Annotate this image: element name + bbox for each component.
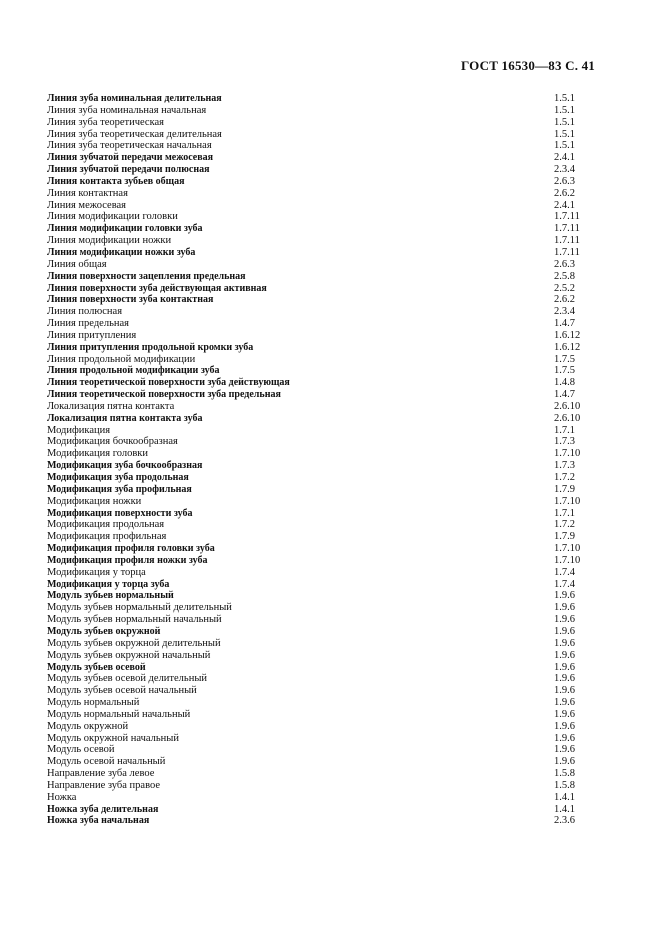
index-entry <box>47 614 587 626</box>
entry-reference: 1.9.6 <box>554 673 575 685</box>
index-entry <box>47 448 587 460</box>
entry-term: Линия теоретической поверхности зуба предельная <box>47 389 281 401</box>
index-entry <box>47 804 587 816</box>
entry-reference: 1.9.6 <box>554 732 575 744</box>
entry-reference: 2.3.4 <box>554 306 575 318</box>
index-entry <box>47 342 587 354</box>
entry-reference: 2.3.6 <box>554 815 575 827</box>
entry-term: Модуль зубьев окружной начальный <box>47 649 211 661</box>
entry-reference: 2.6.2 <box>554 187 575 199</box>
entry-reference: 1.9.6 <box>554 590 575 602</box>
entry-reference: 1.7.2 <box>554 472 575 483</box>
index-entry <box>47 389 587 401</box>
entry-term: Модификация профильная <box>47 531 167 543</box>
entry-term: Модификация поверхности зуба <box>47 507 193 519</box>
entry-term: Линия межосевая <box>47 199 127 211</box>
index-entry <box>47 188 587 200</box>
index-entry <box>47 531 587 543</box>
entry-reference: 1.9.6 <box>554 661 575 673</box>
entry-term: Линия зуба номинальная начальная <box>47 104 207 116</box>
entry-term: Линия контактная <box>47 187 128 199</box>
entry-reference: 1.9.6 <box>554 602 575 614</box>
entry-term: Модуль осевой начальный <box>47 756 166 768</box>
index-entry <box>47 259 587 271</box>
index-entry <box>47 401 587 413</box>
entry-reference: 1.9.6 <box>554 637 575 649</box>
index-entry <box>47 650 587 662</box>
entry-term: Линия предельная <box>47 318 129 330</box>
entry-reference: 1.5.1 <box>554 93 575 104</box>
entry-reference: 1.7.9 <box>554 483 575 495</box>
entry-term: Модуль окружной начальный <box>47 732 179 744</box>
entry-reference: 2.6.2 <box>554 294 575 306</box>
entry-reference: 1.7.10 <box>554 543 581 555</box>
index-entry <box>47 129 587 141</box>
entry-reference: 1.7.1 <box>554 507 575 519</box>
entry-reference: 1.7.10 <box>554 554 581 566</box>
index-entry <box>47 117 587 129</box>
entry-term: Модификация зуба профильная <box>47 483 192 495</box>
entry-reference: 1.9.6 <box>554 697 575 709</box>
index-entry <box>47 579 587 591</box>
entry-reference: 2.4.1 <box>554 152 575 164</box>
index-entry <box>47 140 587 152</box>
index-entry <box>47 223 587 235</box>
entry-reference: 2.5.8 <box>554 270 575 282</box>
entry-reference: 1.7.3 <box>554 436 575 448</box>
index-entry <box>47 780 587 792</box>
entry-term: Линия модификации головки <box>47 211 178 223</box>
entry-term: Линия зуба теоретическая делительная <box>47 128 222 140</box>
entry-term: Линия притупления продольной кромки зуба <box>47 341 254 353</box>
index-entry <box>47 673 587 685</box>
index-entry <box>47 271 587 283</box>
index-entry <box>47 626 587 638</box>
index-entry <box>47 697 587 709</box>
index-entry <box>47 567 587 579</box>
index-entry <box>47 93 587 105</box>
entry-term: Модуль зубьев окружной делительный <box>47 637 221 649</box>
index-entry <box>47 555 587 567</box>
entry-reference: 1.9.6 <box>554 614 575 626</box>
entry-reference: 1.9.6 <box>554 720 575 732</box>
entry-term: Линия продольной модификации зуба <box>47 365 220 377</box>
entry-term: Линия зуба теоретическая <box>47 116 165 128</box>
entry-term: Ножка <box>47 791 77 803</box>
index-entry <box>47 768 587 780</box>
entry-term: Линия зуба теоретическая начальная <box>47 140 212 152</box>
entry-term: Модификация головки <box>47 448 149 460</box>
entry-reference: 1.9.6 <box>554 756 575 768</box>
entry-term: Линия общая <box>47 258 107 270</box>
entry-term: Линия зубчатой передачи полюсная <box>47 164 210 176</box>
entry-term: Модификация зуба бочкообразная <box>47 460 203 472</box>
entry-term: Линия модификации ножки <box>47 235 172 247</box>
index-entry <box>47 164 587 176</box>
entry-reference: 1.5.1 <box>554 116 575 128</box>
index-entry <box>47 306 587 318</box>
index-entry <box>47 685 587 697</box>
entry-term: Модуль нормальный начальный <box>47 708 191 720</box>
entry-term: Модификация у торца <box>47 566 146 578</box>
entry-term: Локализация пятна контакта <box>47 400 175 412</box>
index-entry <box>47 496 587 508</box>
index-entry <box>47 472 587 484</box>
entry-reference: 1.4.8 <box>554 377 575 389</box>
index-entry <box>47 508 587 520</box>
entry-term: Линия зуба номинальная делительная <box>47 93 222 104</box>
entry-reference: 1.4.1 <box>554 803 575 815</box>
entry-term: Модификация профиля головки зуба <box>47 543 215 555</box>
entry-term: Линия поверхности зуба контактная <box>47 294 214 306</box>
index-entry <box>47 436 587 448</box>
entry-term: Модуль зубьев осевой начальный <box>47 685 197 697</box>
page-header: ГОСТ 16530—83 С. 41 <box>461 58 595 73</box>
entry-reference: 1.5.1 <box>554 128 575 140</box>
entry-term: Модуль нормальный <box>47 697 140 709</box>
entry-reference: 1.7.2 <box>554 519 575 531</box>
index-entry <box>47 484 587 496</box>
entry-term: Линия притупления <box>47 329 137 341</box>
term-index-list <box>47 93 587 827</box>
entry-term: Ножка зуба делительная <box>47 803 159 815</box>
index-entry <box>47 176 587 188</box>
entry-reference: 1.5.1 <box>554 104 575 116</box>
entry-term: Модификация профиля ножки зуба <box>47 554 208 566</box>
entry-term: Модуль зубьев окружной <box>47 625 161 637</box>
index-entry <box>47 744 587 756</box>
entry-term: Линия модификации ножки зуба <box>47 246 196 258</box>
entry-term: Модификация зуба продольная <box>47 472 189 483</box>
entry-reference: 1.7.11 <box>554 223 580 235</box>
entry-term: Модификация бочкообразная <box>47 436 178 448</box>
entry-reference: 1.7.5 <box>554 365 575 377</box>
entry-reference: 1.7.10 <box>554 495 581 507</box>
index-entry <box>47 733 587 745</box>
entry-term: Линия зубчатой передачи межосевая <box>47 152 214 164</box>
entry-reference: 1.7.11 <box>554 211 580 223</box>
index-entry <box>47 602 587 614</box>
entry-reference: 2.5.2 <box>554 282 575 294</box>
entry-reference: 1.4.7 <box>554 318 575 330</box>
entry-reference: 1.7.11 <box>554 246 580 258</box>
entry-term: Модуль зубьев нормальный начальный <box>47 614 222 626</box>
index-entry <box>47 200 587 212</box>
entry-reference: 2.3.4 <box>554 164 575 176</box>
entry-reference: 1.7.11 <box>554 235 580 247</box>
entry-reference: 1.9.6 <box>554 744 575 756</box>
index-entry <box>47 662 587 674</box>
entry-term: Линия поверхности зацепления предельная <box>47 270 246 282</box>
entry-reference: 1.4.7 <box>554 389 575 401</box>
entry-term: Модуль зубьев нормальный делительный <box>47 602 232 614</box>
index-entry <box>47 638 587 650</box>
entry-reference: 1.5.8 <box>554 768 575 780</box>
index-entry <box>47 365 587 377</box>
entry-reference: 1.7.3 <box>554 460 575 472</box>
entry-term: Линия теоретической поверхности зуба действующая <box>47 377 290 389</box>
entry-term: Модуль зубьев нормальный <box>47 590 174 602</box>
index-entry <box>47 721 587 733</box>
index-entry <box>47 211 587 223</box>
entry-term: Модификация у торца зуба <box>47 578 170 590</box>
entry-term: Линия продольной модификации <box>47 353 196 365</box>
index-entry <box>47 283 587 295</box>
entry-term: Линия модификации головки зуба <box>47 223 203 235</box>
index-entry <box>47 318 587 330</box>
index-entry <box>47 152 587 164</box>
entry-reference: 1.7.5 <box>554 353 575 365</box>
entry-term: Модификация продольная <box>47 519 165 531</box>
index-entry <box>47 792 587 804</box>
entry-reference: 1.9.6 <box>554 708 575 720</box>
entry-term: Модуль зубьев осевой <box>47 661 146 673</box>
entry-term: Локализация пятна контакта зуба <box>47 412 203 424</box>
index-entry <box>47 235 587 247</box>
entry-term: Модуль окружной <box>47 720 129 732</box>
entry-term: Ножка зуба начальная <box>47 815 150 827</box>
index-entry <box>47 425 587 437</box>
entry-reference: 1.7.1 <box>554 424 575 436</box>
index-entry <box>47 460 587 472</box>
entry-term: Модуль осевой <box>47 744 115 756</box>
entry-reference: 1.5.8 <box>554 779 575 791</box>
index-entry <box>47 354 587 366</box>
entry-term: Модификация <box>47 424 111 436</box>
entry-reference: 1.7.9 <box>554 531 575 543</box>
entry-reference: 1.5.1 <box>554 140 575 152</box>
index-entry <box>47 756 587 768</box>
index-entry <box>47 709 587 721</box>
index-entry <box>47 330 587 342</box>
entry-term: Направление зуба левое <box>47 768 155 780</box>
entry-term: Модуль зубьев осевой делительный <box>47 673 207 685</box>
index-entry <box>47 519 587 531</box>
entry-reference: 2.4.1 <box>554 199 575 211</box>
entry-reference: 1.7.10 <box>554 448 581 460</box>
entry-reference: 1.7.4 <box>554 566 575 578</box>
index-entry <box>47 294 587 306</box>
index-entry <box>47 815 587 827</box>
entry-reference: 2.6.3 <box>554 175 575 187</box>
index-entry <box>47 590 587 602</box>
entry-term: Линия поверхности зуба действующая активная <box>47 282 267 294</box>
index-entry <box>47 247 587 259</box>
entry-reference: 2.6.10 <box>554 400 581 412</box>
index-entry <box>47 543 587 555</box>
entry-reference: 1.9.6 <box>554 685 575 697</box>
index-entry <box>47 413 587 425</box>
entry-reference: 1.9.6 <box>554 625 575 637</box>
entry-reference: 1.6.12 <box>554 329 581 341</box>
entry-reference: 2.6.3 <box>554 258 575 270</box>
index-entry <box>47 377 587 389</box>
entry-reference: 1.6.12 <box>554 341 581 353</box>
entry-term: Модификация ножки <box>47 495 142 507</box>
entry-reference: 1.4.1 <box>554 791 575 803</box>
entry-reference: 1.7.4 <box>554 578 575 590</box>
entry-term: Линия контакта зубьев общая <box>47 175 185 187</box>
entry-reference: 2.6.10 <box>554 412 581 424</box>
entry-reference: 1.9.6 <box>554 649 575 661</box>
entry-term: Направление зуба правое <box>47 779 160 791</box>
index-entry <box>47 105 587 117</box>
entry-term: Линия полюсная <box>47 306 123 318</box>
